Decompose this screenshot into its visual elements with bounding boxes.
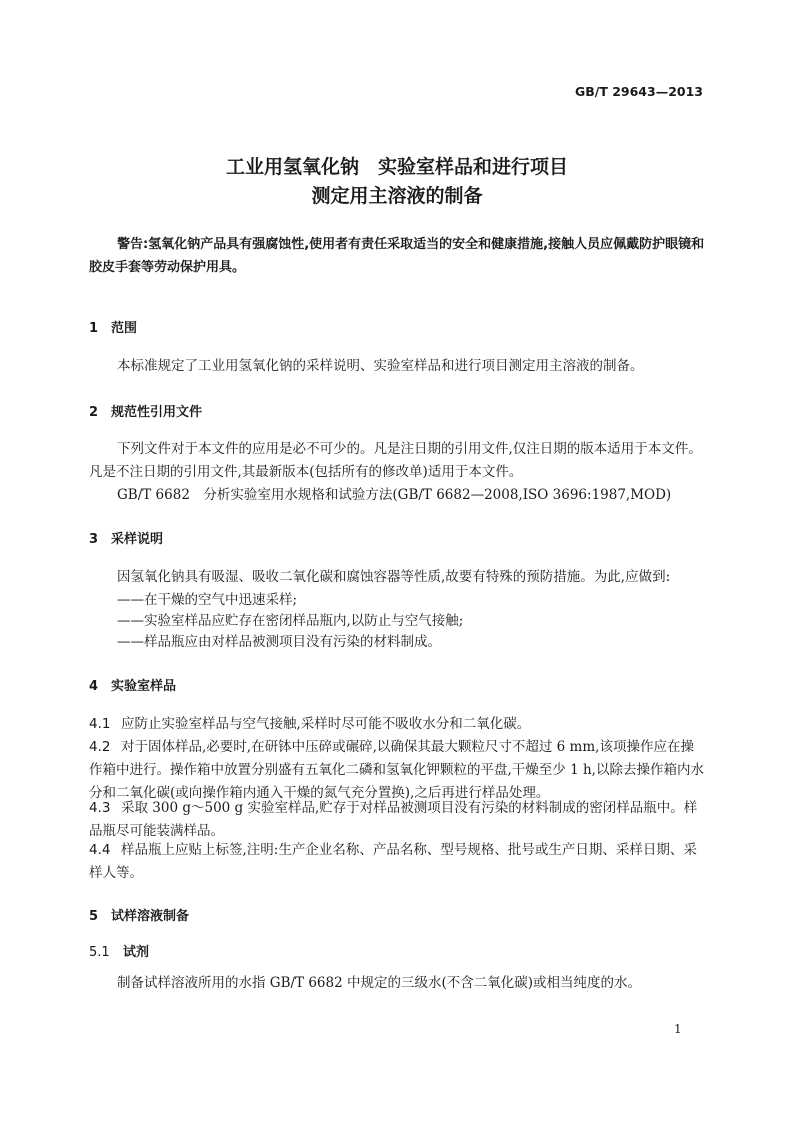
- section-title: 实验室样品: [111, 679, 177, 694]
- clause-number: 4.4: [89, 842, 111, 858]
- section-title: 规范性引用文件: [111, 405, 203, 420]
- clause-number: 4.1: [89, 716, 111, 732]
- normative-reference: GB/T 6682 分析实验室用水规格和试验方法(GB/T 6682—2008,ISO 3696:1987,MOD): [117, 487, 672, 503]
- section-number: 4: [89, 679, 99, 694]
- list-item: ——样品瓶应由对样品被测项目没有污染的材料制成。: [117, 634, 441, 650]
- list-item: ——在干燥的空气中迅速采样;: [117, 592, 298, 608]
- document-title-line-1: 工业用氢氧化钠 实验室样品和进行项目: [225, 156, 568, 178]
- subsection-number: 5.1: [89, 945, 110, 960]
- section-number: 5: [89, 909, 99, 924]
- clause-text: 采取 300 g～500 g 实验室样品,贮存于对样品被测项目没有污染的材料制成的密闭样品瓶中。样品瓶尽可能装满样品。: [89, 800, 698, 839]
- section-1-paragraph: 本标准规定了工业用氢氧化钠的采样说明、实验室样品和进行项目测定用主溶液的制备。: [117, 358, 644, 374]
- clause-text: 样品瓶上应贴上标签,注明:生产企业名称、产品名称、型号规格、批号或生产日期、采样日期、采样人等。: [89, 842, 697, 881]
- section-4-heading: [89, 675, 176, 694]
- section-2-heading: [89, 401, 202, 420]
- page-number: 1: [674, 1022, 682, 1036]
- section-2-paragraph: 下列文件对于本文件的应用是必不可少的。凡是注日期的引用文件,仅注日期的版本适用于本文件。凡是不注日期的引用文件,其最新版本(包括所有的修改单)适用于本文件。: [89, 441, 702, 480]
- clause-4-4: [89, 839, 705, 885]
- subsection-title: 试剂: [123, 945, 150, 960]
- clause-number: 4.3: [89, 800, 111, 816]
- clause-text: 应防止实验室样品与空气接触,采样时尽可能不吸收水分和二氧化碳。: [121, 716, 531, 732]
- standard-number: GB/T 29643—2013: [574, 84, 703, 99]
- section-title: 采样说明: [111, 532, 164, 547]
- subsection-5-1-heading: [89, 941, 149, 960]
- clause-4-2: [89, 736, 705, 805]
- section-3-paragraph: 因氢氧化钠具有吸湿、吸收二氧化碳和腐蚀容器等性质,故要有特殊的预防措施。为此,应做到:: [117, 569, 671, 585]
- section-title: 范围: [111, 321, 138, 336]
- section-number: 1: [89, 321, 99, 336]
- warning-paragraph: 警告:氢氧化钠产品具有强腐蚀性,使用者有责任采取适当的安全和健康措施,接触人员应佩戴防护眼镜和胶皮手套等劳动保护用具。: [89, 237, 705, 275]
- clause-4-3: [89, 797, 705, 843]
- section-3-heading: [89, 528, 163, 547]
- section-1-heading: [89, 317, 137, 336]
- section-title: 试样溶液制备: [111, 909, 190, 924]
- section-number: 3: [89, 532, 99, 547]
- clause-text: 对于固体样品,必要时,在研钵中压碎或碾碎,以确保其最大颗粒尺寸不超过 6 mm,该项操作应在操作箱中进行。操作箱中放置分别盛有五氧化二磷和氢氧化钾颗粒的平盘,干燥至少 1 h,以除去操作箱内水分和二氧化碳(或向操作箱内通入干燥的氮气充分置换),之后再进行样品处理。: [89, 739, 704, 801]
- clause-number: 4.2: [89, 739, 111, 755]
- document-title-line-2: 测定用主溶液的制备: [311, 185, 483, 207]
- section-number: 2: [89, 405, 99, 420]
- list-item: ——实验室样品应贮存在密闭样品瓶内,以防止与空气接触;: [117, 613, 464, 629]
- section-5-heading: [89, 905, 189, 924]
- clause-4-1: [89, 713, 705, 736]
- subsection-5-1-paragraph: 制备试样溶液所用的水指 GB/T 6682 中规定的三级水(不含二氧化碳)或相当纯度的水。: [117, 975, 642, 991]
